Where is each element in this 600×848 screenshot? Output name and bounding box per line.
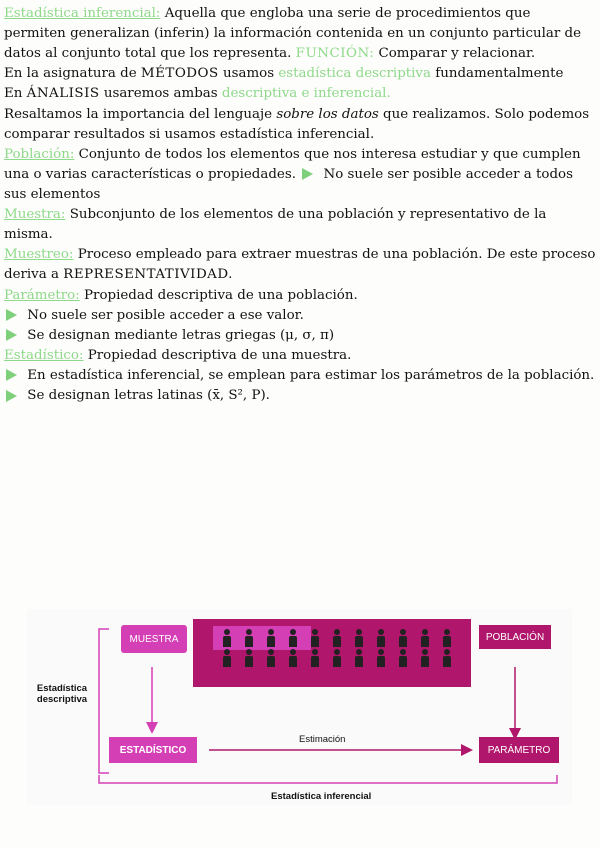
wheelchair-icon xyxy=(329,649,345,667)
person-icon xyxy=(219,629,235,647)
highlight-both: descriptiva e inferencial. xyxy=(221,86,391,102)
poblacion-box: POBLACIÓN xyxy=(479,625,551,649)
text: que realizamos. Solo podemos comparar resultados si usamos estadística inferencial. xyxy=(4,106,590,142)
italic-text: sobre los datos xyxy=(276,106,379,122)
person-icon xyxy=(285,629,301,647)
highlight-descriptiva: estadística descriptiva xyxy=(278,66,431,82)
paragraph-muestra xyxy=(4,205,596,245)
term-estadistica-inferencial: Estadística inferencial: xyxy=(4,6,161,21)
term-estadistico: Estadístico: xyxy=(4,347,84,363)
person-icon xyxy=(395,649,411,667)
statistics-diagram xyxy=(27,609,572,805)
paragraph-parametro xyxy=(4,286,596,306)
wheelchair-icon xyxy=(439,649,455,667)
people-grid xyxy=(219,629,459,667)
bullet-estadistico-1 xyxy=(4,366,596,386)
text: En la asignatura de xyxy=(4,66,137,82)
text: Se designan mediante letras griegas (μ, σ, π) xyxy=(27,327,335,343)
text: usaremos ambas xyxy=(103,86,218,102)
text: No suele ser posible acceder a todos sus elementos xyxy=(4,166,573,202)
person-icon xyxy=(307,649,323,667)
person-icon xyxy=(285,649,301,667)
wheelchair-icon xyxy=(373,649,389,667)
text: No suele ser posible acceder a ese valor. xyxy=(27,307,304,323)
person-icon xyxy=(417,649,433,667)
poblacion-area xyxy=(193,619,471,687)
wheelchair-icon xyxy=(329,629,345,647)
inferencial-bracket xyxy=(99,775,557,783)
person-icon xyxy=(351,649,367,667)
term-poblacion: Población: xyxy=(4,146,75,162)
estimacion-label: Estimación xyxy=(299,734,346,745)
funcion-label: FUNCIÓN: xyxy=(295,46,375,62)
muestra-box: MUESTRA xyxy=(121,625,187,653)
bullet-parametro-2 xyxy=(4,326,596,346)
descriptiva-bracket xyxy=(99,629,109,773)
text: Propiedad descriptiva de una población. xyxy=(84,287,358,303)
person-icon xyxy=(219,649,235,667)
term-parametro: Parámetro: xyxy=(4,287,80,303)
descriptiva-label: Estadística descriptiva xyxy=(36,683,88,705)
term-muestreo: Muestreo: xyxy=(4,247,74,263)
paragraph-resaltamos xyxy=(4,105,596,145)
text: usamos xyxy=(222,66,275,82)
bullet-parametro-1 xyxy=(4,306,596,326)
arrow-icon xyxy=(6,309,17,321)
wheelchair-icon xyxy=(263,649,279,667)
wheelchair-icon xyxy=(263,629,279,647)
arrow-icon xyxy=(302,168,313,180)
person-icon xyxy=(241,629,257,647)
arrow-icon xyxy=(6,390,17,402)
text: Subconjunto de los elementos de una población y representativo de la misma. xyxy=(4,207,547,243)
analisis-label: ÁNALISIS xyxy=(26,86,100,102)
paragraph-poblacion xyxy=(4,145,596,205)
person-icon xyxy=(351,629,367,647)
parametro-box: PARÁMETRO xyxy=(479,737,559,763)
text: Resaltamos la importancia del lenguaje xyxy=(4,106,273,122)
person-icon xyxy=(417,629,433,647)
person-icon xyxy=(439,629,455,647)
text: Conjunto de todos los elementos que nos interesa estudiar y que cumplen una o varias características o propiedades. xyxy=(4,146,581,182)
paragraph-estadistico xyxy=(4,346,596,366)
term-muestra: Muestra: xyxy=(4,207,66,223)
text: fundamentalmente xyxy=(435,66,564,82)
funcion-text: Comparar y relacionar. xyxy=(378,46,536,62)
metodos-label: MÉTODOS xyxy=(140,66,219,82)
arrow-icon xyxy=(6,329,17,341)
paragraph-muestreo xyxy=(4,245,596,285)
arrow-icon xyxy=(6,369,17,381)
paragraph-analisis xyxy=(4,84,596,104)
wheelchair-icon xyxy=(395,629,411,647)
inferencial-label: Estadística inferencial xyxy=(271,791,372,802)
estadistico-box: ESTADÍSTICO xyxy=(109,737,197,763)
paragraph-asignatura xyxy=(4,64,596,84)
text: En estadística inferencial, se emplean para estimar los parámetros de la población. xyxy=(27,367,595,383)
text: En xyxy=(4,86,23,102)
text: Se designan letras latinas (x̄, S², P). xyxy=(27,388,270,404)
text: Proceso empleado para extraer muestras de una población. De este proceso deriva a xyxy=(4,247,596,283)
text: Propiedad descriptiva de una muestra. xyxy=(87,347,352,363)
text-inferencial: Aquella que engloba una serie de procedimientos que permiten generalizan (inferin) la información contenida en un conjunto particular de datos al conjunto total que los representa. xyxy=(4,6,582,62)
person-icon xyxy=(307,629,323,647)
paragraph-inferencial xyxy=(4,4,596,64)
person-icon xyxy=(373,629,389,647)
representatividad-label: REPRESENTATIVIDAD. xyxy=(63,267,233,283)
person-icon xyxy=(241,649,257,667)
notes xyxy=(4,4,596,406)
bullet-estadistico-2 xyxy=(4,386,596,406)
